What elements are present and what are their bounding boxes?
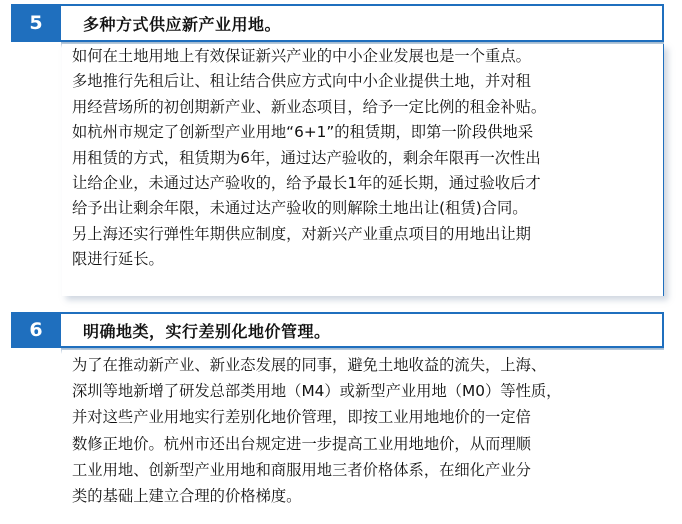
section-body — [62, 350, 664, 522]
text-line: 限进行延长。 — [72, 250, 164, 269]
section-title: 多种方式供应新产业用地。 — [61, 4, 664, 42]
text-line: 数修正地价。杭州市还出台规定进一步提高工业用地地价，从而理顺 — [72, 434, 531, 453]
section-6 — [0, 300, 682, 524]
text-line: 让给企业，未通过达产验收的，给予最长1年的延长期，通过验收后才 — [72, 174, 541, 193]
text-line: 如杭州市规定了创新型产业用地“6+1”的租赁期，即第一阶段供地采 — [72, 123, 534, 142]
text-line: 为了在推动新产业、新业态发展的同事，避免土地收益的流失，上海、 — [72, 356, 547, 374]
section-number-badge: 5 — [11, 4, 61, 42]
text-line: 工业用地、创新型产业用地和商服用地三者价格体系，在细化产业分 — [72, 460, 531, 479]
text-line: 另上海还实行弹性年期供应制度，对新兴产业重点项目的用地出让期 — [72, 224, 531, 243]
text-line: 用租赁的方式，租赁期为6年，通过达产验收的，剩余年限再一次性出 — [72, 148, 541, 167]
text-line: 多地推行先租后让、租让结合供应方式向中小企业提供土地，并对租 — [72, 72, 531, 91]
text-line: 类的基础上建立合理的价格梯度。 — [72, 487, 302, 506]
section-paragraph — [72, 352, 561, 509]
section-number-badge: 6 — [11, 312, 61, 348]
text-line: 并对这些产业用地实行差别化地价管理，即按工业用地地价的一定倍 — [72, 408, 531, 427]
text-line: 用经营场所的初创期新产业、新业态项目，给予一定比例的租金补贴。 — [72, 97, 547, 116]
section-body — [62, 44, 664, 296]
section-title: 明确地类，实行差别化地价管理。 — [61, 312, 664, 348]
text-line: 深圳等地新增了研发总部类用地（M4）或新型产业用地（M0）等性质， — [72, 382, 562, 401]
text-line: 如何在土地用地上有效保证新兴产业的中小企业发展也是一个重点。 — [72, 47, 531, 65]
section-paragraph — [72, 44, 546, 273]
text-line: 给予出让剩余年限，未通过达产验收的则解除土地出让(租赁)合同。 — [72, 199, 528, 218]
